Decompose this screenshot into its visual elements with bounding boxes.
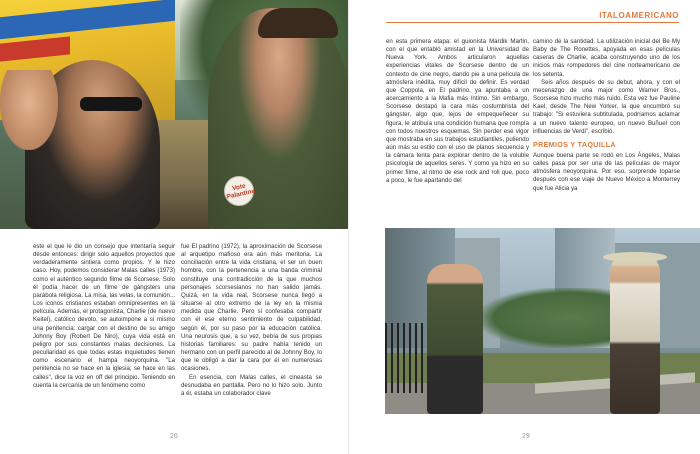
section-heading: PREMIOS Y TAQUILLA — [533, 139, 616, 149]
left-page-column-1 — [33, 243, 175, 423]
man-in-army-jacket-figure — [427, 264, 483, 414]
campaign-badge: Vote Palantine — [224, 176, 254, 206]
page-number-right: 29 — [522, 433, 530, 440]
raised-hand — [0, 70, 58, 150]
sunglasses — [80, 97, 142, 111]
paragraph: camino de la santidad. La utilización inicial del Be My Baby de The Ronettes, apoyada en esas películas caseras de Charlie, acaba construyendo uno de los inicios más rompedores del cine norteamericano de los setenta. — [533, 38, 680, 78]
man-in-hat-figure — [610, 252, 660, 414]
paragraph: en esta primera etapa: el guionista Mardik Martin, con el que entabló amistad en la Universidad de Nueva York. Ambos articularon aquellas experiencias vitales de Scorsese dentro de un contexto de cine negro, dando pie a una película de atmósfera inédita, muy difícil de definir. Es verdad que Coppola, en El padrino, ya apuntaba a un acercamiento a la Mafia más íntimo. Sin embargo, Scorsese destapó la cara más costumbrista del gángster, algo que, lejos de empequeñecer su figura, le atribuía una condición humana que rompía con todos nuestros esquemas. Sin perder ese vigor que mostraba en sus trabajos estudiantiles, puliendo aún más su estilo con el uso de planos secuencia y la cámara lenta para explorar dentro de la voluble psicología de aquellos seres. Y como ya hizo en su primer filme, al ritmo de ese rock and roll que, poco a poco, le fue apartando del — [386, 38, 529, 184]
paragraph: fue El padrino (1972), la aproximación de Scorsese al arquetipo mafioso era aún más meritoria. La conciliación entre la vida cristiana, el ser un buen hombre, con la pertenencia a una banda criminal constituye una contradicción de la que muchos personajes scorsesianos no han salido jamás. Quizá, en la vida real, Scorsese nunca llegó a situarse al otro extremo de la ley en la misma medida que Charlie. Pero sí confesaba compartir con él ese eterno sentimiento de culpabilidad, según él, por su paso por la educación católica. Una neurosis que, a su vez, bebía de sus propias historias familiares: su padre había tenido un hermano con un perfil parecido al de Johnny Boy, lo que le obligó a dar la cara por él en numerosas ocasiones. — [181, 243, 322, 373]
street-scene-photo — [385, 228, 700, 414]
paragraph: En esencia, con Malas calles, el cineasta se desnudaba en pantalla. Pero no lo hizo solo. Junto a él, estaba un colaborador clave — [181, 373, 322, 397]
section-title: ITALOAMERICANO — [599, 11, 679, 20]
hat — [603, 252, 667, 262]
paragraph: Seis años después de su debut, ahora, y con el mecenazgo de una major como Warner Bros., Scorsese hizo mucho más ruido. Esta vez fue Pauline Kael, desde The New Yorker, la que encumbró su trabajo: "Si estuviera subtitulada, podríamos aclamar a un nuevo talento europeo, un nuevo Buñuel con influencias de Verdi", escribió. — [533, 78, 680, 135]
page-number-left: 26 — [170, 433, 178, 440]
left-page-column-2 — [181, 243, 322, 423]
paragraph: este el que le dio un consejo que intentaría seguir desde entonces: dirigir solo aquellos proyectos que verdaderamente sintiera como propios. Y le hizo caso. Hoy, podemos considerar Malas calles (1973) como el auténtico segundo filme de Scorsese. Solo él podía hacer de un filme de gángsters una parábola religiosa. La misa, las velas, la comunión... Los iconos cristianos estaban omnipresentes en la película. Además, el protagonista, Charlie (de nuevo Keitel), católico devoto, se autoimpone a sí mismo una penitencia: cargar con el destino de su amigo Johnny Boy (Robert De Niro), cuya vida está en peligro por sus constantes malas decisiones. La peculiaridad es que todas estas inquietudes tienen como escenario el hampa neoyorquina. "La penitencia no se hace en la iglesia; se hace en las calles", dice la voz en off del principio. Teniendo en cuenta la cercanía de un fenómeno como — [33, 243, 175, 389]
right-page-column-1 — [386, 38, 529, 228]
paragraph: Aunque buena parte se rodó en Los Ángeles, Malas calles pasa por ser una de las películas de mayor atmósfera neoyorquina. Por eso, sorprende toparse después con ese viaje de Nuevo México a Monterrey que fue Alicia ya — [533, 151, 680, 192]
right-page-column-2 — [533, 38, 680, 228]
header-rule — [386, 22, 679, 23]
film-still-photo — [0, 0, 350, 229]
